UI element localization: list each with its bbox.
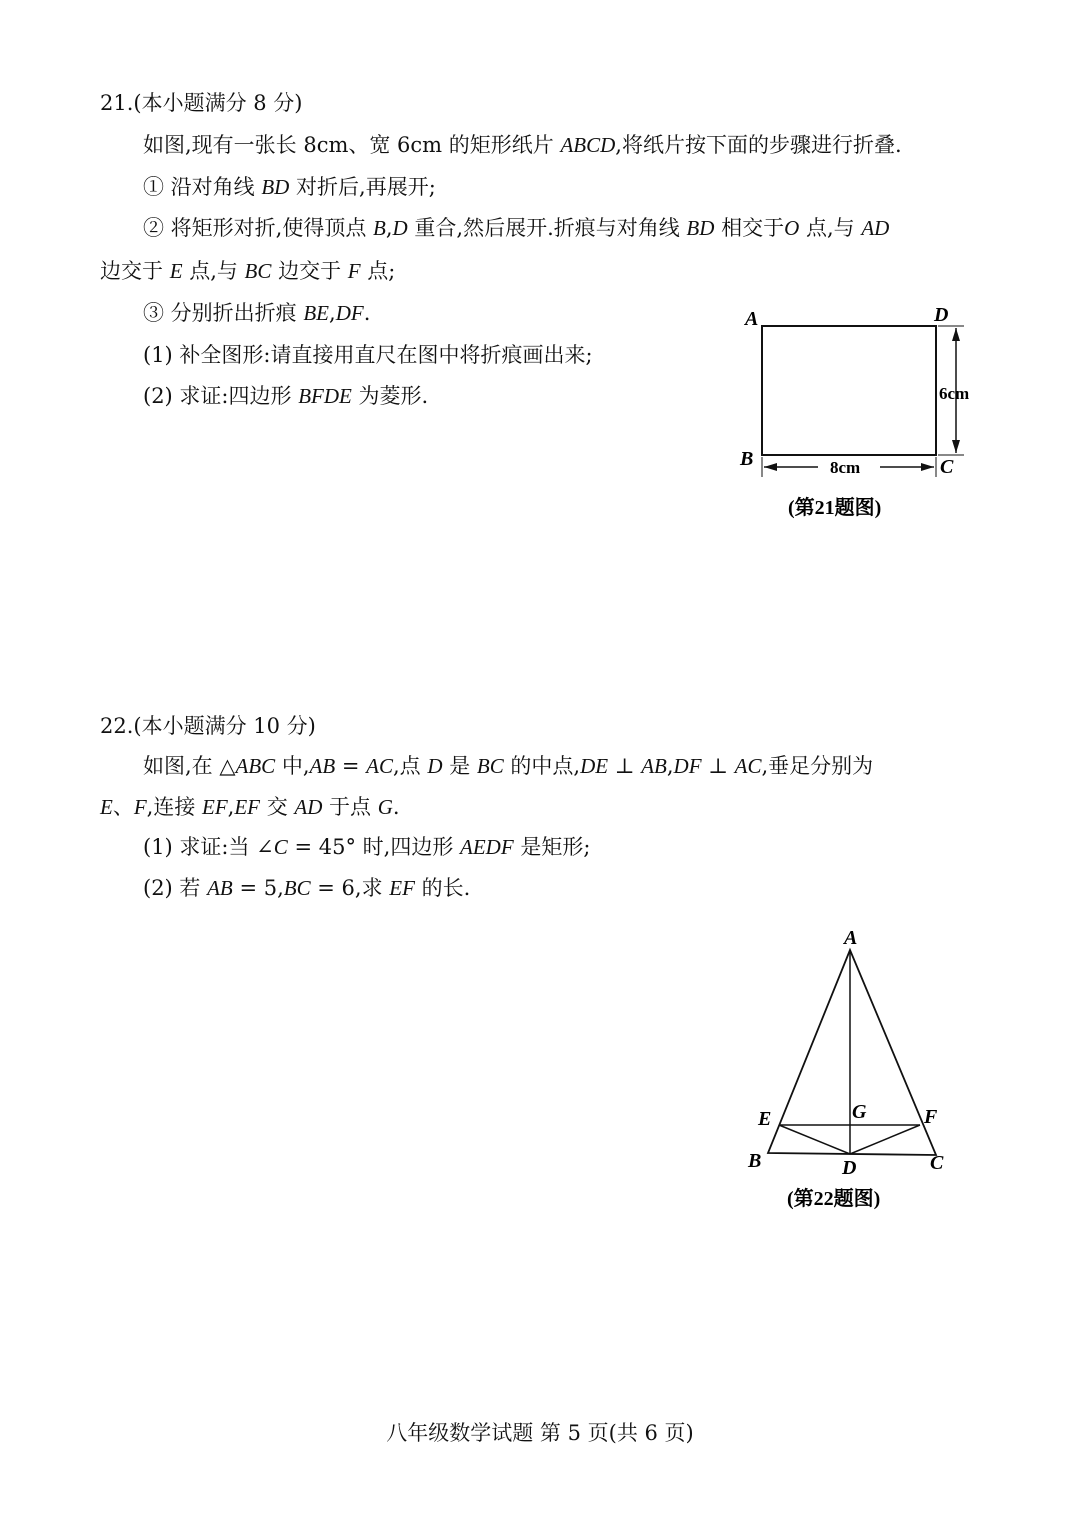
q22-label-C: C — [930, 1152, 944, 1174]
q22-intro-cont: E、F,连接 EF,EF 交 AD 于点 G. — [100, 795, 400, 819]
q21-label-A: A — [745, 308, 759, 330]
q21-width-arrow-left — [764, 463, 777, 471]
q22-label-F: F — [924, 1106, 938, 1128]
q21-height-arrow-down — [952, 440, 960, 453]
q21-part2: (2) 求证:四边形 BFDE 为菱形. — [143, 384, 429, 408]
q21-rectangle — [762, 326, 936, 455]
q22-caption: (第22题图) — [787, 1188, 881, 1210]
q21-width-arrow-right — [921, 463, 934, 471]
q21-step2: ② 将矩形对折,使得顶点 B,D 重合,然后展开.折痕与对角线 BD 相交于O 点,与 AD — [143, 216, 890, 240]
q22-part2: (2) 若 AB = 5,BC = 6,求 EF 的长. — [143, 876, 471, 900]
q21-height-label: 6cm — [939, 384, 970, 403]
q22-label-E: E — [758, 1108, 772, 1130]
q22-label-B: B — [748, 1150, 762, 1172]
q21-step1: ① 沿对角线 BD 对折后,再展开; — [143, 175, 436, 199]
q22-figure — [730, 918, 960, 1218]
q21-part1: (1) 补全图形:请直接用直尺在图中将折痕画出来; — [143, 343, 593, 367]
q22-part1: (1) 求证:当 ∠C = 45° 时,四边形 AEDF 是矩形; — [143, 835, 591, 859]
q22-segment-DF — [850, 1125, 920, 1154]
q21-caption: (第21题图) — [788, 497, 882, 519]
q22-segment-DE — [779, 1125, 850, 1154]
q21-figure — [700, 295, 1000, 535]
q21-height-arrow-up — [952, 328, 960, 341]
q21-width-label: 8cm — [830, 458, 861, 477]
q21-step2-cont: 边交于 E 点,与 BC 边交于 F 点; — [100, 259, 396, 283]
q22-label-D: D — [842, 1157, 857, 1179]
page-footer: 八年级数学试题 第 5 页(共 6 页) — [386, 1421, 694, 1445]
q22-label-G: G — [852, 1101, 867, 1123]
q22-header: 22.(本小题满分 10 分) — [100, 714, 316, 738]
q21-label-C: C — [940, 456, 954, 478]
q21-intro: 如图,现有一张长 8cm、宽 6cm 的矩形纸片 ABCD,将纸片按下面的步骤进行折叠. — [143, 133, 902, 157]
q21-label-B: B — [740, 448, 754, 470]
q21-header: 21.(本小题满分 8 分) — [100, 91, 303, 115]
q22-label-A: A — [844, 927, 858, 949]
q21-label-D: D — [934, 304, 949, 326]
q22-intro: 如图,在 △ABC 中,AB = AC,点 D 是 BC 的中点,DE ⊥ AB,DF ⊥ AC,垂足分别为 — [143, 754, 874, 778]
q21-step3: ③ 分别折出折痕 BE,DF. — [143, 301, 371, 325]
